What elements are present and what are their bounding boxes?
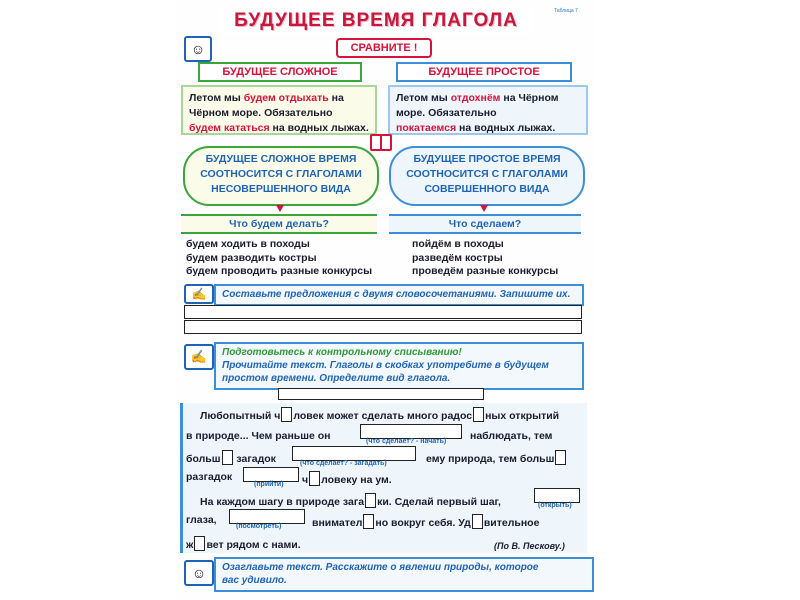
passage-text: вительное: [483, 517, 540, 529]
passage-text: На каждом шагу в природе зага: [200, 496, 365, 508]
rule-left: [183, 146, 379, 206]
letter-gap[interactable]: [281, 407, 292, 422]
passage-text: ж: [186, 539, 194, 551]
example-text: на Чёрном: [500, 92, 559, 104]
list-right: [412, 238, 558, 279]
verb-hint: (открыть): [538, 502, 572, 509]
compare-label: СРАВНИТЕ !: [336, 38, 432, 58]
poster-title: БУДУЩЕЕ ВРЕМЯ ГЛАГОЛА: [220, 8, 532, 34]
passage-text: Любопытный ч: [200, 410, 281, 422]
passage-row-3: [186, 450, 276, 465]
passage-text: ловеку на ум.: [321, 474, 392, 486]
list-item: проведём разные конкурсы: [412, 265, 559, 277]
letter-gap[interactable]: [194, 536, 205, 551]
table-number: Таблица 7: [554, 8, 578, 14]
passage-row-7: [186, 536, 301, 551]
verb-highlight: отдохнём: [450, 92, 501, 104]
passage-text: ему природа, тем больш: [426, 453, 555, 465]
verb-highlight: будем отдыхать: [243, 92, 329, 104]
passage-text: больш: [186, 453, 221, 465]
task-line: Озаглавьте текст. Расскажите о явлении природы, которое: [222, 562, 539, 573]
arrow-down-icon: [480, 205, 488, 212]
passage-author: (По В. Пескову.): [494, 541, 565, 551]
passage-text: ных открытий: [485, 410, 560, 422]
passage-text: внимател: [312, 517, 363, 529]
answer-line[interactable]: [184, 320, 582, 334]
task-line: простом времени. Определите вид глагола.: [222, 373, 451, 384]
passage-text: ловек может сделать много радос: [293, 410, 473, 422]
smile-icon: ☺: [184, 560, 214, 586]
verb-hint: (прийти): [254, 481, 284, 488]
passage-text: наблюдать, тем: [470, 430, 553, 442]
passage-row-5: [200, 493, 501, 508]
pen-icon: ✍: [184, 344, 214, 370]
rule-line: БУДУЩЕЕ СЛОЖНОЕ ВРЕМЯ: [205, 153, 357, 165]
verb-hint: (что сделает? - начать): [366, 438, 447, 445]
example-text: море. Обязательно: [396, 107, 497, 119]
verb-highlight: будем кататься: [189, 122, 270, 134]
passage-text: ки. Сделай первый шаг,: [377, 496, 501, 508]
example-text: на водных лыжах.: [269, 122, 369, 134]
letter-gap[interactable]: [222, 450, 233, 465]
book-icon: [370, 134, 392, 151]
example-right: [388, 85, 588, 135]
list-item: будем ходить в походы: [186, 238, 310, 250]
example-text: на: [328, 92, 344, 104]
arrow-down-icon: [276, 205, 284, 212]
letter-gap[interactable]: [555, 450, 566, 465]
list-item: будем разводить костры: [186, 251, 317, 264]
rule-line: СОВЕРШЕННОГО ВИДА: [424, 183, 550, 195]
list-item: пойдём в походы: [412, 238, 504, 250]
passage-text: ч: [302, 474, 309, 486]
passage-text: разгадок: [186, 471, 233, 483]
rule-line: БУДУЩЕЕ ПРОСТОЕ ВРЕМЯ: [413, 153, 561, 165]
task-line: Подготовьтесь к контрольному списыванию!: [222, 347, 462, 358]
passage-text: глаза,: [186, 514, 217, 526]
verb-blank[interactable]: [292, 446, 416, 461]
letter-gap[interactable]: [363, 514, 374, 529]
verb-blank[interactable]: [534, 488, 580, 503]
task-2: [214, 342, 584, 390]
verb-blank[interactable]: [243, 467, 299, 482]
list-item: разведём костры: [412, 251, 503, 264]
task-line: Прочитайте текст. Глаголы в скобках употребите в будущем: [222, 360, 549, 371]
task-line: вас удивило.: [222, 575, 287, 586]
verb-hint: (что сделает? - загадать): [300, 460, 387, 467]
rule-line: СООТНОСИТСЯ С ГЛАГОЛАМИ: [200, 168, 362, 180]
head-future-simple: БУДУЩЕЕ ПРОСТОЕ: [396, 62, 572, 82]
passage-row-3b: [426, 450, 567, 465]
rule-line: СООТНОСИТСЯ С ГЛАГОЛАМИ: [406, 168, 568, 180]
rule-right: [389, 146, 585, 206]
verb-blank[interactable]: [360, 424, 462, 439]
letter-gap[interactable]: [472, 514, 483, 529]
passage-text: но вокруг себя. Уд: [375, 517, 471, 529]
example-left: [181, 85, 377, 135]
passage-text: вет рядом с нами.: [206, 539, 301, 551]
smile-icon: ☺: [184, 36, 212, 62]
verb-highlight: покатаемся: [396, 122, 457, 134]
list-left: [186, 238, 372, 279]
passage-text: загадок: [233, 453, 276, 465]
verb-hint: (посмотреть): [236, 523, 282, 530]
answer-line[interactable]: [184, 305, 582, 319]
head-future-compound: БУДУЩЕЕ СЛОЖНОЕ: [198, 62, 362, 82]
question-left: Что будем делать?: [181, 214, 377, 234]
verb-blank[interactable]: [229, 509, 305, 524]
list-item: будем проводить разные конкурсы: [186, 265, 373, 277]
letter-gap[interactable]: [473, 407, 484, 422]
example-text: Чёрном море. Обязательно: [189, 107, 333, 119]
passage-row-6: [312, 514, 539, 529]
example-text: Летом мы: [189, 92, 244, 104]
passage-title-blank[interactable]: [278, 388, 484, 400]
passage-row-4: [302, 471, 392, 486]
task-3: [214, 557, 594, 592]
example-text: Летом мы: [396, 92, 451, 104]
question-right: Что сделаем?: [389, 214, 581, 234]
rule-line: НЕСОВЕРШЕННОГО ВИДА: [211, 183, 351, 195]
letter-gap[interactable]: [309, 471, 320, 486]
letter-gap[interactable]: [365, 493, 376, 508]
pen-icon: ✍: [184, 284, 214, 304]
task-1: Составьте предложения с двумя словосочетаниями. Запишите их.: [214, 284, 584, 306]
passage-row-1: [200, 407, 559, 422]
example-text: на водных лыжах.: [456, 122, 556, 134]
passage-text: в природе... Чем раньше он: [186, 430, 331, 442]
